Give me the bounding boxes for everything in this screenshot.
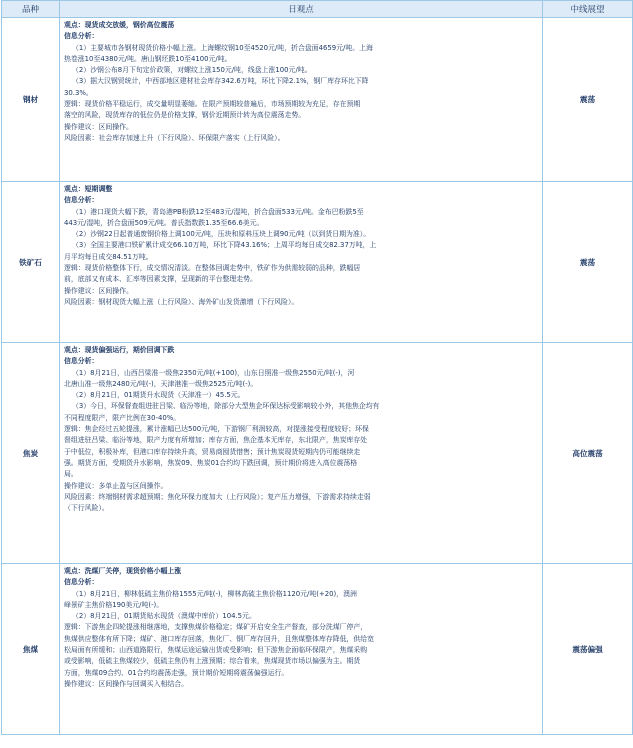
logic-text: 逻辑：现货价格平稳运行，成交量明显萎缩。在限产预期较普遍后，市场预期较为充足，存在预期: [64, 100, 361, 109]
category-cell: 焦煤: [2, 564, 60, 735]
category-cell: 钢材: [2, 18, 60, 182]
category-cell: 铁矿石: [2, 182, 60, 343]
outlook-cell: 高位震荡: [543, 343, 633, 564]
header-daily-view: 日观点: [60, 1, 543, 18]
category-cell: 焦炭: [2, 343, 60, 564]
info-item: （3）今日，环保督查组进驻吕梁、临汾等地，除部分大型焦企环保达标受影响较小外，其他焦企均有: [72, 402, 380, 411]
table-row-coke: [2, 343, 633, 564]
logic-text-cont: 松局面有所缓和；山西道路限行，焦煤运途运输出货或受影响；但下游焦企面临环保限产，焦煤采购: [64, 646, 368, 655]
info-item-cont: 不同程度限产，限产比例在30-40%。: [64, 413, 181, 422]
info-item-cont: 热卷涨10至4380元/吨。唐山钢坯跌10至4100元/吨。: [64, 54, 232, 63]
info-item: （3）据大汉钢贸统计，中西部地区建材社会库存342.6万吨，环比下降2.1%，钢厂库存环比下降: [72, 77, 369, 86]
risk-factors: 风险因素：社会库存加速上升（下行风险）、环保限产落实（上行风险）。: [64, 133, 285, 142]
outlook-cell: 震荡偏强: [543, 564, 633, 735]
table-row-coking-coal: [2, 564, 633, 735]
risk-factors: 风险因素：终端钢材需求超预期；焦化环保力度加大（上行风险）；复产压力增强，下游需求持续走弱: [64, 492, 371, 501]
info-item-cont: 443元/湿吨，折合盘面509元/吨。普氏指数跌1.35至66.6美元。: [64, 218, 264, 227]
info-analysis-label: 信息分析：: [64, 196, 99, 205]
info-item: （2）8月21日，01期货贴水现货（澳煤中库价）104.5元。: [72, 612, 256, 621]
logic-text-cont: 前，底部又有成本、汇率等因素支撑，呈现新的平台整理走势。: [64, 275, 257, 284]
info-analysis-label: 信息分析：: [64, 578, 99, 587]
logic-text-cont: 强。期货方面，受期货升水影响，焦炭09、焦炭01合约均下跌回调，预计期价将进入高位震荡格: [64, 458, 358, 467]
outlook-cell: 震荡: [543, 18, 633, 182]
view-headline: 观点：现货成交放缓，钢价高位震荡: [64, 21, 175, 29]
daily-view-cell: [60, 18, 543, 182]
logic-text-cont: 方面，焦煤09合约、01合约均震荡走强，预计期价短期将震荡偏强运行。: [64, 668, 289, 677]
info-item-cont: 30.3%。: [64, 88, 93, 97]
table-row-steel: [2, 18, 633, 182]
info-item: （2）8月21日，01期货升水现货（天津准一）45.5元。: [72, 391, 245, 400]
info-analysis-label: 信息分析：: [64, 32, 99, 41]
risk-factors-cont: （下行风险）。: [64, 504, 109, 513]
info-item: （3）全国主要港口铁矿累计成交66.10万吨，环比下降43.16%；上周平均每日成交82.37万吨，上: [72, 241, 377, 250]
operation-advice: 操作建议：多单止盈与区间操作。: [64, 481, 168, 490]
market-outlook-table: [1, 0, 633, 735]
logic-text: 逻辑：焦企经过五轮提涨，累计涨幅已达500元/吨，下游钢厂利润较高，对提涨接受程度较好；环保: [64, 425, 369, 434]
header-category: 品种: [2, 1, 60, 18]
info-item-cont: 峰景矿主焦价格190美元/吨(-)。: [64, 600, 164, 609]
info-item: （1）港口现货大幅下跌，青岛港PB粉跌12至483元/湿吨，折合盘面533元/吨。金布巴粉跌5至: [72, 207, 364, 216]
info-item-cont: 北唐山准一级焦2480元/吨(-)，天津港准一级焦2525元/吨(-)。: [64, 379, 258, 388]
logic-text-cont: 焦煤供应整体有所下降；煤矿、港口库存回落，焦化厂、钢厂库存回升，且焦煤整体库存降低，供给宽: [64, 634, 375, 643]
logic-text-cont: 或受影响，低硫主焦煤较少，低硫主焦仍有上涨预期；综合看来，焦煤现货市场以偏强为主。期货: [64, 657, 361, 666]
daily-view-cell: [60, 564, 543, 735]
info-item: （2）沙钢公布8月下旬定价政策，对螺纹上涨150元/吨，线盘上涨100元/吨。: [72, 66, 312, 75]
operation-advice: 操作建议：区间操作与回调买入相结合。: [64, 679, 189, 688]
view-headline: 观点：短期调整: [64, 185, 113, 193]
logic-text: 逻辑：下游焦企四轮提涨相继落地，支撑焦煤价格稳定；煤矿开启安全生产督查，部分洗煤厂停产，: [64, 623, 368, 632]
info-analysis-label: 信息分析：: [64, 357, 99, 366]
daily-view-cell: [60, 182, 543, 343]
logic-text: 逻辑：现货价格整体下行，成交情况清淡。在整体回调走势中，铁矿作为供需较弱的品种，跌幅居: [64, 264, 361, 273]
info-item-cont: 月平均每日成交84.51万吨。: [64, 252, 153, 261]
logic-text-cont: 于中低位，积极补库，但港口库存持续升高，贸易商囤货惜售；预计焦炭现货短期内仍可能继续走: [64, 447, 361, 456]
logic-text-cont: 督组进驻吕梁、临汾等地，限产力度有所增加；库存方面，焦企基本无库存，东北限产，焦炭库存处: [64, 436, 368, 445]
info-item: （1）8月21日，山西吕梁准一级焦2350元/吨(+100)，山东日照准一级焦2550元/吨(-)，河: [72, 368, 355, 377]
info-item: （2）沙钢22日起普通废钢价格上调100元/吨，压块和原料压块上调90元/吨（以到货日期为准）。: [72, 230, 371, 239]
outlook-cell: 震荡: [543, 182, 633, 343]
header-midterm-outlook: 中线展望: [543, 1, 633, 18]
info-item: （1）8月21日，柳林低硫主焦价格1555元/吨(-)，柳林高硫主焦价格1120元/吨(+20)，澳洲: [72, 589, 357, 598]
table-header-row: [2, 1, 633, 18]
risk-factors: 风险因素：钢材现货大幅上涨（上行风险）、海外矿山发货激增（下行风险）。: [64, 297, 299, 306]
view-headline: 观点：洗煤厂关停，现货价格小幅上涨: [64, 567, 182, 575]
operation-advice: 操作建议：区间操作。: [64, 286, 133, 295]
logic-text-cont: 局。: [64, 470, 78, 479]
logic-text-cont: 落空的风险，现货库存的低位仍是价格支撑，钢价近期预计转为高位震荡走势。: [64, 111, 306, 120]
info-item: （1）主要城市各钢材现货价格小幅上涨。上海螺纹钢10至4520元/吨，折合盘面4659元/吨。上海: [72, 43, 373, 52]
view-headline: 观点：现货偏强运行，期价回调下跌: [64, 346, 175, 354]
daily-view-cell: [60, 343, 543, 564]
operation-advice: 操作建议：区间操作。: [64, 122, 133, 131]
table-row-iron-ore: [2, 182, 633, 343]
